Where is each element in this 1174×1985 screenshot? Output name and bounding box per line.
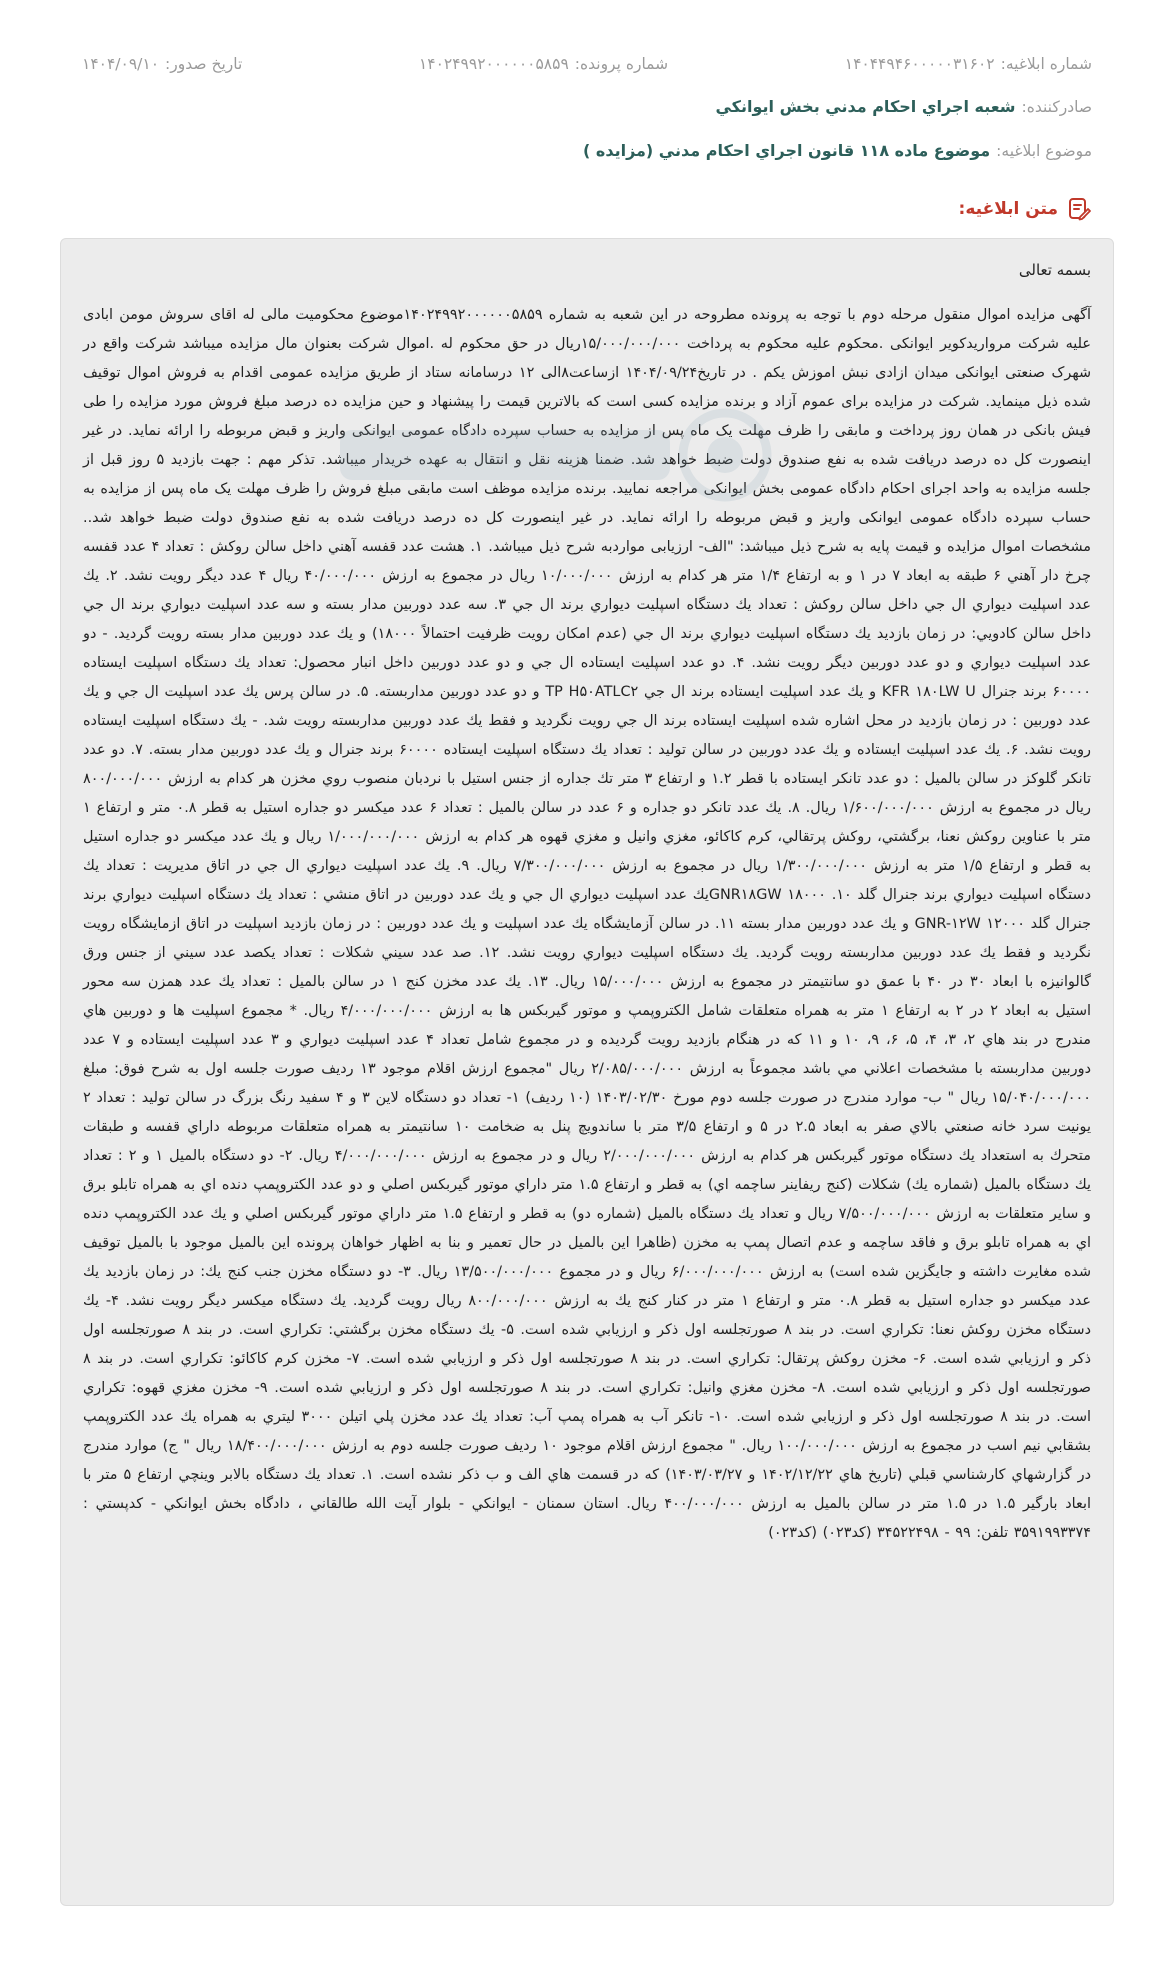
issuer-value: شعبه اجراي احكام مدني بخش ايوانكي — [715, 97, 1016, 116]
subject-label: موضوع ابلاغیه: — [996, 142, 1092, 160]
issue-date-label: تاریخ صدور: — [165, 55, 243, 73]
meta-row-issuer — [82, 97, 1092, 116]
issue-date — [82, 55, 242, 73]
meta-row-numbers — [82, 55, 1092, 73]
notice-number — [845, 55, 1092, 73]
notice-section-label: متن ابلاغیه: — [958, 199, 1058, 219]
meta-row-subject — [82, 141, 1092, 160]
case-number-value: ۱۴۰۲۴۹۹۲۰۰۰۰۰۰۵۸۵۹ — [418, 55, 569, 73]
issuer-label: صادرکننده: — [1021, 98, 1092, 116]
notice-number-label: شماره ابلاغیه: — [1000, 55, 1092, 73]
notice-text-box — [60, 238, 1114, 1906]
notice-body: آگهی مزایده اموال منقول مرحله دوم با توجه به پرونده مطروحه در این شعبه به شماره ۱۴۰۲۴۹۹۲۰۰۰۰۰۰۵۸۵۹موضوع محکومیت مالی له اقای سروش مومن ابادی علیه شرکت مرواریدکویر ایوانکی .محکوم علیه محکوم به پرداخت ۱۵/۰۰۰/۰۰۰/۰۰۰ریال در حق محکوم له .اموال شرکت بعنوان مال مزایده میباشد شرکت واقع در شهرک صنعتی ایوانکی میدان ازادی نبش اموزش یکم . در تاریخ۱۴۰۴/۰۹/۲۴ ازساعت۸الی ۱۲ درسامانه ستاد از طریق مزایده عمومی اقدام به فروش اموال توقیف شده ذیل مینماید. شرکت در مزایده برای عموم آزاد و برنده مزایده کسی است که بالاترین قیمت را پیشنهاد و حین مزایده ده درصد مبلغ فروش مورد مزایده را طی فیش بانکی در همان روز پرداخت و مابقی را ظرف مهلت یک ماه پس از مزایده به حساب سپرده دادگاه عمومی ایوانکی واریز و قبض مربوطه را ارائه نماید. در غیر اینصورت کل ده درصد دریافت شده به نفع صندوق دولت ضبط خواهد شد. ضمنا هزینه نقل و انتقال به عهده خریدار میباشد. تذکر مهم : جهت بازدید ۵ روز قبل از جلسه مزایده به واحد اجرای احکام دادگاه عمومی بخش ایوانکی مراجعه نمایید. برنده مزایده موظف است مابقی مبلغ فروش را ظرف مهلت یک ماه پس از مزایده به حساب سپرده دادگاه عمومی ایوانکی واریز و قبض مربوطه را ارائه نماید. در غیر اینصورت کل ده درصد دریافت شده به نفع صندوق دولت ضبط خواهد شد.. مشخصات اموال مزایده و قیمت پایه به شرح ذیل میباشد: "الف- ارزیابی مواردبه شرح ذیل میباشد. ۱. هشت عدد قفسه آهني داخل سالن روكش : تعداد ۴ عدد قفسه چرخ دار آهني ۶ طبقه به ابعاد ۷ در ۱ و به ارتفاع ۱/۴ متر هر كدام به ارزش ۱۰/۰۰۰/۰۰۰ ريال در مجموع به ارزش ۴۰/۰۰۰/۰۰۰ ريال ۴ عدد ديگر رويت نشد. ۲. يك عدد اسپليت ديواري ال جي داخل سالن روكش : تعداد يك دستگاه اسپليت ديواري برند ال جي ۳. سه عدد دوربين مدار بسته و سه عدد اسپليت ديواري برند ال جي داخل سالن كادويي: در زمان بازديد يك دستگاه اسپليت ديواري برند ال جي (عدم امكان رويت ظرفيت احتمالاً ۱۸۰۰۰) و يك عدد دوربين مدار بسته رويت گرديد. - دو عدد اسپليت ديواري و دو عدد دوربين ديگر رويت نشد. ۴. دو عدد اسپليت ايستاده ال جي و دو عدد دوربين داخل انبار محصول: تعداد يك دستگاه اسپليت ايستاده ۶۰۰۰۰ برند جنرال KFR ۱۸۰LW U و يك عدد اسپليت ايستاده برند ال جي TP H۵۰ATLC۲ و دو عدد دوربين مداربسته. ۵. در سالن پرس يك عدد اسپليت ال جي و يك عدد دوربين : در زمان بازديد در محل اشاره شده اسپليت ايستاده برند ال جي رويت نگرديد و فقط يك عدد دوربين مداربسته رويت شد. - يك دستگاه اسپليت ايستاده رويت نشد. ۶. يك عدد اسپليت ايستاده و يك عدد دوربين در سالن توليد : تعداد يك دستگاه اسپليت ايستاده ۶۰۰۰۰ برند جنرال و يك عدد دوربين مدار بسته. ۷. دو عدد تانكر گلوكز در سالن بالميل : دو عدد تانكر ايستاده با قطر ۱.۲ و ارتفاع ۳ متر تك جداره از جنس استيل با نردبان منصوب روي مخزن هر كدام به ارزش ۸۰۰/۰۰۰/۰۰۰ ريال در مجموع به ارزش ۱/۶۰۰/۰۰۰/۰۰۰ ريال. ۸. يك عدد تانكر دو جداره و ۶ عدد در سالن بالميل : تعداد ۶ عدد ميكسر دو جداره استيل به قطر ۰.۸ متر و ارتفاع ۱ متر با عناوين روكش نعنا، برگشتي، روكش پرتقالي، كرم كاكائو، مغزي وانيل و مغزي قهوه هر كدام به ارزش ۱/۰۰۰/۰۰۰/۰۰۰ ريال و يك عدد ميكسر دو جداره استيل به قطر و ارتفاع ۱/۵ متر به ارزش ۱/۳۰۰/۰۰۰/۰۰۰ ريال در مجموع به ارزش ۷/۳۰۰/۰۰۰/۰۰۰ ريال. ۹. يك عدد اسپليت ديواري ال جي در اتاق مديريت : تعداد يك دستگاه اسپليت ديواري برند جنرال گلد ۱۰. GNR۱۸GW ۱۸۰۰۰يك عدد اسپليت ديواري ال جي و يك عدد دوربين در اتاق منشي : تعداد يك دستگاه اسپليت ديواري برند جنرال گلد ۱۲۰۰۰ GNR-۱۲W و يك عدد دوربين مدار بسته ۱۱. در سالن آزمايشگاه يك عدد اسپليت و يك عدد دوربين : در زمان بازديد اسپليت در اتاق ازمايشگاه رويت نگرديد و فقط يك عدد دوربين مداربسته رويت گرديد. يك دستگاه اسپليت ديواري رويت نشد. ۱۲. صد عدد سيني شكلات : تعداد يكصد عدد سيني از جنس ورق گالوانيزه با ابعاد ۳۰ در ۴۰ با عمق دو سانتيمتر در مجموع به ارزش ۱۵/۰۰۰/۰۰۰ ريال. ۱۳. يك عدد مخزن كنج ۱ در سالن بالميل : تعداد يك عدد همزن سه محور استيل به ابعاد ۲ در ۲ به ارتفاع ۱ متر به همراه متعلقات شامل الكتروپمپ و موتور گيربكس ها به ارزش ۴/۰۰۰/۰۰۰/۰۰۰ ريال. * مجموع اسپليت ها و دوربين هاي مندرج در بند هاي ۲، ۳، ۴، ۵، ۶، ۹، ۱۰ و ۱۱ كه در هنگام بازديد رويت گرديده و در مجموع شامل تعداد ۴ عدد اسپليت ديواري و ۳ عدد اسپليت ايستاده و ۷ عدد دوربين مداربسته با مشخصات اعلاني مي باشد مجموعاً به ارزش ۲/۰۸۵/۰۰۰/۰۰۰ ريال "مجموع ارزش اقلام موجود ۱۳ رديف صورت جلسه اول به شرح فوق: مبلغ ۱۵/۰۴۰/۰۰۰/۰۰۰ ريال " ب- موارد مندرج در صورت جلسه دوم مورخ ۱۴۰۳/۰۲/۳۰ (۱۰ رديف) ۱- تعداد دو دستگاه لاين ۳ و ۴ سفيد رنگ بزرگ در سالن توليد : تعداد ۲ يونيت سرد خانه صنعتي بالاي صفر به ابعاد ۲.۵ در ۵ و ارتفاع ۳/۵ متر با ساندويچ پنل به ضخامت ۱۰ سانتيمتر به همراه متعلقات مربوطه داراي قفسه و طبقات متحرك به استعداد يك دستگاه موتور گيربكس هر كدام به ارزش ۲/۰۰۰/۰۰۰/۰۰۰ ريال و در مجموع به ارزش ۴/۰۰۰/۰۰۰/۰۰۰ ريال. ۲- دو دستگاه بالميل ۱ و ۲ : تعداد يك دستگاه بالميل (شماره يك) شكلات (كنج ريفاينر ساچمه اي) به قطر و ارتفاع ۱.۵ متر داراي موتور گيربكس اصلي و دو عدد الكتروپمپ دنده اي به همراه تابلو برق و ساير متعلقات به ارزش ۷/۵۰۰/۰۰۰/۰۰۰ ريال و تعداد يك دستگاه بالميل (شماره دو) به قطر و ارتفاع ۱.۵ متر داراي موتور گيربكس اصلي و يك عدد الكتروپمپ دنده اي به همراه تابلو برق و فاقد ساچمه و عدم اتصال پمپ به مخزن (ظاهرا اين بالميل در حال تعمير و بنا به اظهار خواهان پرونده اين بالميل موجود با بالميل توقيف شده مغايرت داشته و جايگزين شده است) به ارزش ۶/۰۰۰/۰۰۰/۰۰۰ ريال و در مجموع ۱۳/۵۰۰/۰۰۰/۰۰۰ ريال. ۳- دو دستگاه مخزن جنب كنج يك: در زمان بازديد يك عدد ميكسر دو جداره استيل به قطر ۰.۸ متر و ارتفاع ۱ متر در كنار كنج يك به ارزش ۸۰۰/۰۰۰/۰۰۰ ريال رويت گرديد. يك دستگاه ميكسر ديگر رويت نشد. ۴- يك دستگاه مخزن روكش نعنا: تكراري است. در بند ۸ صورتجلسه اول ذكر و ارزيابي شده است. ۵- يك دستگاه مخزن برگشتي: تكراري است. در بند ۸ صورتجلسه اول ذكر و ارزيابي شده است. ۶- مخزن روكش پرتقال: تكراري است. در بند ۸ صورتجلسه اول ذكر و ارزيابي شده است. ۷- مخزن كرم كاكائو: تكراري است. در بند ۸ صورتجلسه اول ذكر و ارزيابي شده است. ۸- مخزن مغزي وانيل: تكراري است. در بند ۸ صورتجلسه اول ذكر و ارزيابي شده است. ۹- مخزن مغزي قهوه: تكراري است. در بند ۸ صورتجلسه اول ذكر و ارزيابي شده است. ۱۰- تانكر آب به همراه پمپ آب: تعداد يك عدد مخزن پلي اتيلن ۳۰۰۰ ليتري به همراه يك عدد الكتروپمپ بشقابي نيم اسب در مجموع به ارزش ۱۰۰/۰۰۰/۰۰۰ ريال. " مجموع ارزش اقلام موجود ۱۰ رديف صورت جلسه دوم به ارزش ۱۸/۴۰۰/۰۰۰/۰۰۰ ريال " ج) موارد مندرج در گزارشهاي كارشناسي قبلي (تاريخ هاي ۱۴۰۲/۱۲/۲۲ و ۱۴۰۳/۰۳/۲۷) كه در قسمت هاي الف و ب ذكر نشده است. ۱. تعداد يك دستگاه بالابر وينچي ارتفاع ۵ متر با ابعاد بارگير ۱.۵ در ۱.۵ متر در سالن بالميل به ارزش ۴۰۰/۰۰۰/۰۰۰ ريال. استان سمنان - ايوانكي - بلوار آيت الله طالقاني ، دادگاه بخش ايوانكي - كدپستي : ۳۵۹۱۹۹۳۳۷۴ تلفن: ۹۹ - ۳۴۵۲۲۴۹۸ (كد۰۲۳) (كد۰۲۳) — [83, 307, 1092, 1541]
issue-date-value: ۱۴۰۴/۰۹/۱۰ — [82, 55, 160, 73]
case-number-label: شماره پرونده: — [574, 55, 669, 73]
notice-number-value: ۱۴۰۴۴۹۴۶۰۰۰۰۰۳۱۶۰۲ — [844, 55, 995, 73]
notice-opening: بسمه تعالی — [1018, 261, 1091, 279]
case-number — [419, 55, 668, 73]
document-edit-icon — [1066, 196, 1092, 222]
notice-section-title — [959, 196, 1092, 222]
subject — [583, 141, 1092, 160]
issuer — [715, 97, 1092, 116]
subject-value: موضوع ماده ۱۱۸ قانون اجراي احكام مدني (مزايده ) — [583, 141, 991, 160]
